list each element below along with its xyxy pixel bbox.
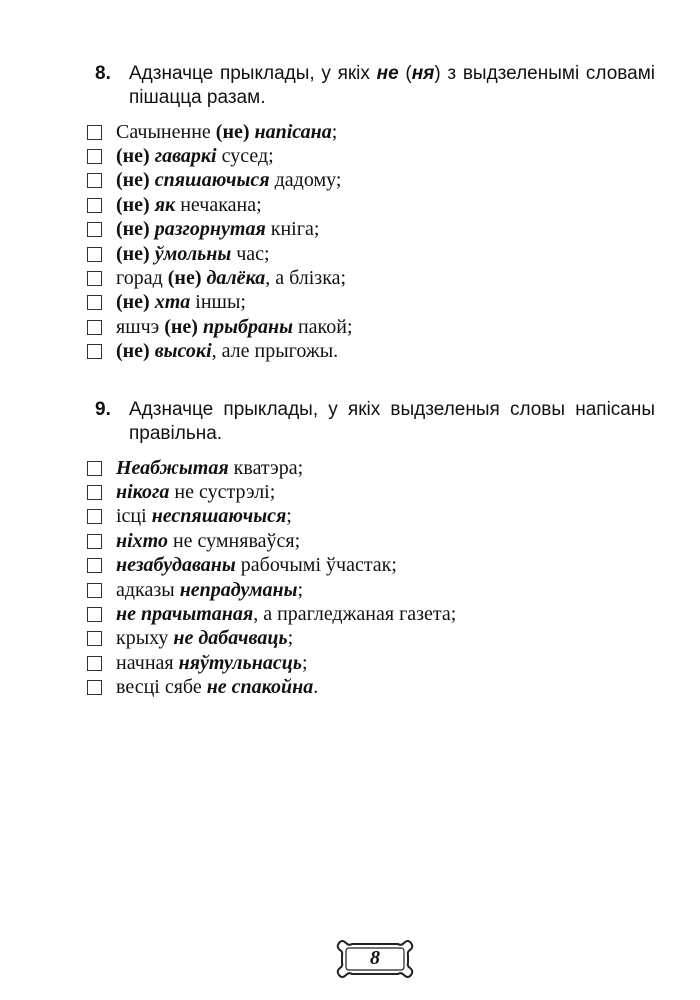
option-checkbox[interactable] [87, 583, 102, 598]
highlighted-word: спяшаючыся [154, 169, 270, 192]
highlighted-word: Неабжытая [116, 456, 229, 479]
highlighted-word: не дабачваць [173, 627, 288, 650]
highlighted-word: гаваркі [154, 145, 217, 168]
task-9-number: 9. [95, 399, 111, 420]
highlighted-word: не прачытаная [116, 603, 254, 626]
option-text [116, 627, 293, 650]
task-9 [95, 398, 655, 446]
highlighted-word: (не) [116, 169, 150, 192]
highlighted-word: (не) [164, 315, 198, 338]
option-text [116, 579, 303, 602]
option-item [87, 242, 353, 266]
highlighted-word: (не) [116, 291, 150, 314]
option-text [116, 652, 308, 675]
option-text-segment: адказы [116, 578, 180, 601]
option-checkbox[interactable] [87, 656, 102, 671]
option-text [116, 676, 318, 699]
option-item [87, 193, 353, 217]
option-text [116, 291, 246, 314]
option-item [87, 505, 456, 529]
highlighted-word: не спакойна [206, 676, 314, 699]
option-text-segment: пакой; [292, 315, 353, 338]
option-item [87, 480, 456, 504]
task-9-options [87, 456, 456, 700]
option-text-segment: ; [297, 578, 304, 601]
task-9-prompt: Адзначце прыклады, у якіх выдзеленыя словы напісаны правільна. [129, 399, 655, 444]
option-checkbox[interactable] [87, 198, 102, 213]
option-text-segment: ісці [116, 505, 152, 528]
option-text [116, 554, 397, 577]
option-text-segment: не сумняваўся; [167, 529, 301, 552]
option-checkbox[interactable] [87, 680, 102, 695]
option-item [87, 602, 456, 626]
highlighted-word: як [154, 193, 176, 216]
option-checkbox[interactable] [87, 485, 102, 500]
highlighted-word: (не) [116, 218, 150, 241]
option-item [87, 529, 456, 553]
highlighted-word: (не) [116, 242, 150, 265]
option-text [116, 121, 337, 144]
option-item [87, 291, 353, 315]
option-text [116, 169, 341, 192]
option-text-segment: ; [287, 627, 294, 650]
option-text-segment: . [313, 676, 319, 699]
task-8-options [87, 120, 353, 364]
option-text [116, 530, 300, 553]
task-8-prompt [129, 62, 655, 110]
option-text-segment: іншы; [190, 291, 246, 314]
highlighted-word: няўтульнасць [178, 651, 302, 674]
option-item [87, 651, 456, 675]
option-checkbox[interactable] [87, 125, 102, 140]
option-item [87, 676, 456, 700]
option-text-segment: нечакана; [175, 193, 262, 216]
option-checkbox[interactable] [87, 344, 102, 359]
highlighted-word: (не) [116, 340, 150, 363]
option-text-segment: весці сябе [116, 676, 207, 699]
option-text [116, 243, 270, 266]
option-text-segment: , але прыгожы. [211, 340, 339, 363]
highlighted-word: высокі [154, 340, 212, 363]
highlighted-word: нікога [116, 481, 170, 504]
option-item [87, 315, 353, 339]
option-checkbox[interactable] [87, 271, 102, 286]
highlighted-word: ўмольны [154, 242, 232, 265]
option-checkbox[interactable] [87, 247, 102, 262]
option-text [116, 145, 274, 168]
highlighted-word: хта [154, 291, 191, 314]
highlighted-word: далёка [206, 267, 266, 290]
highlighted-word: (не) [116, 193, 150, 216]
option-text-segment: час; [231, 242, 270, 265]
option-item [87, 144, 353, 168]
task-8-number: 8. [95, 63, 111, 84]
highlighted-word: (не) [116, 145, 150, 168]
option-item [87, 266, 353, 290]
highlighted-word: ніхто [116, 529, 168, 552]
option-checkbox[interactable] [87, 149, 102, 164]
option-text-segment: ; [301, 651, 308, 674]
option-text-segment: горад [116, 267, 168, 290]
option-text-segment: дадому; [269, 169, 342, 192]
option-item [87, 120, 353, 144]
option-item [87, 554, 456, 578]
option-text-segment: кніга; [265, 218, 320, 241]
option-text [116, 218, 319, 241]
option-item [87, 627, 456, 651]
option-text-segment: яшчэ [116, 315, 165, 338]
option-checkbox[interactable] [87, 631, 102, 646]
option-text-segment: рабочымі ўчастак; [235, 554, 397, 577]
option-item [87, 218, 353, 242]
option-checkbox[interactable] [87, 607, 102, 622]
task-9-header [95, 398, 655, 446]
option-text-segment: , а прагледжаная газета; [253, 603, 457, 626]
highlighted-word: прыбраны [202, 315, 293, 338]
highlighted-word: незабудаваны [116, 554, 236, 577]
option-checkbox[interactable] [87, 222, 102, 237]
task-8-header [95, 62, 655, 110]
option-checkbox[interactable] [87, 295, 102, 310]
highlighted-word: напісана [254, 120, 332, 143]
option-item [87, 169, 353, 193]
option-text [116, 194, 262, 217]
option-checkbox[interactable] [87, 173, 102, 188]
option-checkbox[interactable] [87, 509, 102, 524]
highlighted-word: (не) [215, 120, 250, 143]
task-8-prompt-paren: ( [398, 63, 412, 84]
option-text-segment: Сачыненне [116, 120, 216, 143]
option-checkbox[interactable] [87, 461, 102, 476]
option-checkbox[interactable] [87, 320, 102, 335]
option-text-segment: крыху [116, 627, 174, 650]
option-item [87, 456, 456, 480]
task-8-prompt-start: Адзначце прыклады, у якіх [129, 63, 377, 84]
option-item [87, 340, 353, 364]
option-text [116, 457, 303, 480]
option-text-segment: ; [331, 120, 338, 143]
highlighted-word: непрадуманы [179, 578, 298, 601]
task-8-prompt-ne: не [376, 63, 399, 84]
option-item [87, 578, 456, 602]
option-text [116, 603, 456, 626]
option-text-segment: не сустрэлі; [169, 481, 276, 504]
option-text [116, 481, 275, 504]
highlighted-word: (не) [167, 267, 202, 290]
task-8-prompt-end: ) з выдзеленымі словамі пішацца разам. [129, 63, 655, 108]
option-checkbox[interactable] [87, 534, 102, 549]
option-text-segment: ; [286, 505, 292, 528]
option-checkbox[interactable] [87, 558, 102, 573]
option-text [116, 316, 353, 339]
task-8-prompt-nya: ня [411, 63, 435, 84]
page-number-frame [336, 937, 414, 981]
option-text-segment: сусед; [216, 145, 274, 168]
option-text-segment: начная [116, 651, 179, 674]
option-text [116, 505, 292, 528]
option-text-segment: , а блізка; [265, 267, 347, 290]
option-text [116, 340, 338, 363]
highlighted-word: неспяшаючыся [151, 505, 287, 528]
highlighted-word: разгорнутая [154, 218, 266, 241]
option-text-segment: кватэра; [228, 456, 304, 479]
page-number: 8 [370, 947, 380, 969]
option-text [116, 267, 346, 290]
task-8 [95, 62, 655, 110]
